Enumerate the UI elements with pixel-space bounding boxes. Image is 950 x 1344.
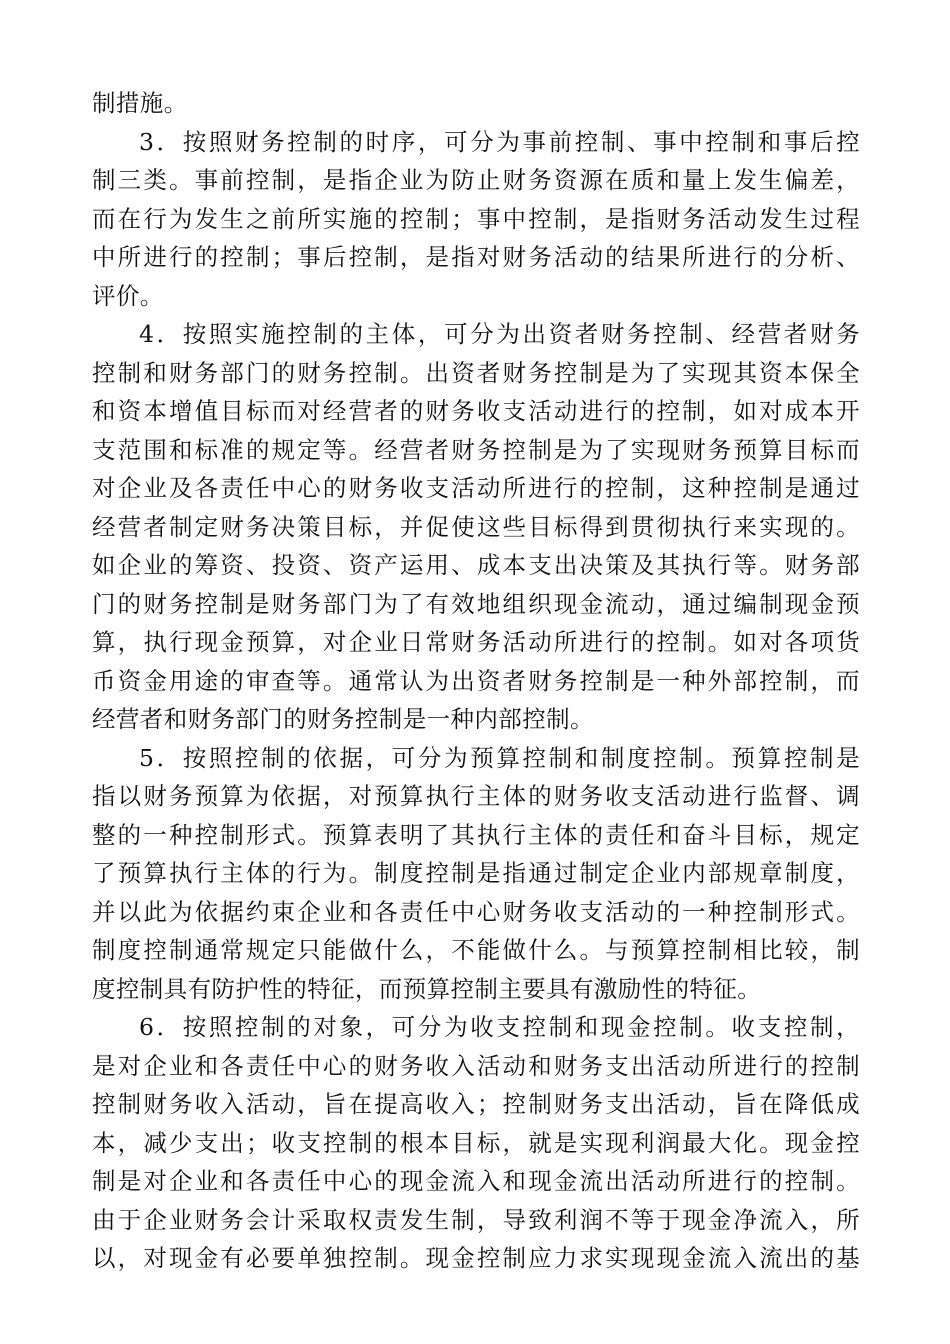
text-line: 3．按照财务控制的时序，可分为事前控制、事中控制和事后控 [139,127,860,156]
text-line: 经营者制定财务决策目标，并促使这些目标得到贯彻执行来实现的。 [92,512,860,541]
paragraph-6 [92,1008,860,1278]
text-line: 本，减少支出；收支控制的根本目标，就是实现利润最大化。现金控 [92,1128,860,1157]
text-line: 6．按照控制的对象，可分为收支控制和现金控制。收支控制， [139,1013,860,1041]
text-line: 以，对现金有必要单独控制。现金控制应力求实现现金流入流出的基 [92,1244,860,1272]
text-line: 如企业的筹资、投资、资产运用、成本支出决策及其执行等。财务部 [92,551,860,579]
text-line: 制措施。 [92,89,188,117]
text-line: 评价。 [92,281,164,310]
text-line: 中所进行的控制；事后控制，是指对财务活动的结果所进行的分析、 [92,243,860,271]
text-line: 而在行为发生之前所实施的控制；事中控制，是指财务活动发生过程 [92,204,860,233]
paragraph-3 [92,123,860,316]
paragraph-continuation [92,84,860,123]
text-line: 并以此为依据约束企业和各责任中心财务收支活动的一种控制形式。 [92,897,860,926]
document-page [92,84,860,1278]
text-line: 控制和财务部门的财务控制。出资者财务控制是为了实现其资本保全 [92,358,860,387]
text-line: 门的财务控制是财务部门为了有效地组织现金流动，通过编制现金预 [92,589,860,618]
text-line: 度控制具有防护性的特征，而预算控制主要具有激励性的特征。 [92,974,762,1003]
paragraph-5 [92,739,860,1009]
text-line: 币资金用途的审查等。通常认为出资者财务控制是一种外部控制，而 [92,666,860,695]
text-line: 5．按照控制的依据，可分为预算控制和制度控制。预算控制是 [139,743,860,772]
text-line: 整的一种控制形式。预算表明了其执行主体的责任和奋斗目标，规定 [92,820,860,849]
text-line: 算，执行现金预算，对企业日常财务活动所进行的控制。如对各项货 [92,628,860,656]
text-line: 和资本增值目标而对经营者的财务收支活动进行的控制，如对成本开 [92,397,860,425]
text-line: 指以财务预算为依据，对预算执行主体的财务收支活动进行监督、调 [92,782,860,810]
text-line: 支范围和标准的规定等。经营者财务控制是为了实现财务预算目标而 [92,435,860,464]
text-line: 制三类。事前控制，是指企业为防止财务资源在质和量上发生偏差， [92,166,860,194]
text-line: 经营者和财务部门的财务控制是一种内部控制。 [92,705,594,733]
text-line: 了预算执行主体的行为。制度控制是指通过制定企业内部规章制度， [92,859,860,887]
text-line: 4．按照实施控制的主体，可分为出资者财务控制、经营者财务 [139,320,860,348]
text-line: 制是对企业和各责任中心的现金流入和现金流出活动所进行的控制。 [92,1167,860,1195]
text-line: 由于企业财务会计采取权责发生制，导致利润不等于现金净流入，所 [92,1205,860,1234]
text-line: 是对企业和各责任中心的财务收入活动和财务支出活动所进行的控制 [92,1051,860,1080]
text-line: 对企业及各责任中心的财务收支活动所进行的控制，这种控制是通过 [92,474,860,502]
text-line: 制度控制通常规定只能做什么，不能做什么。与预算控制相比较，制 [92,936,860,964]
paragraph-4 [92,315,860,739]
text-line: 控制财务收入活动，旨在提高收入；控制财务支出活动，旨在降低成 [92,1090,860,1118]
